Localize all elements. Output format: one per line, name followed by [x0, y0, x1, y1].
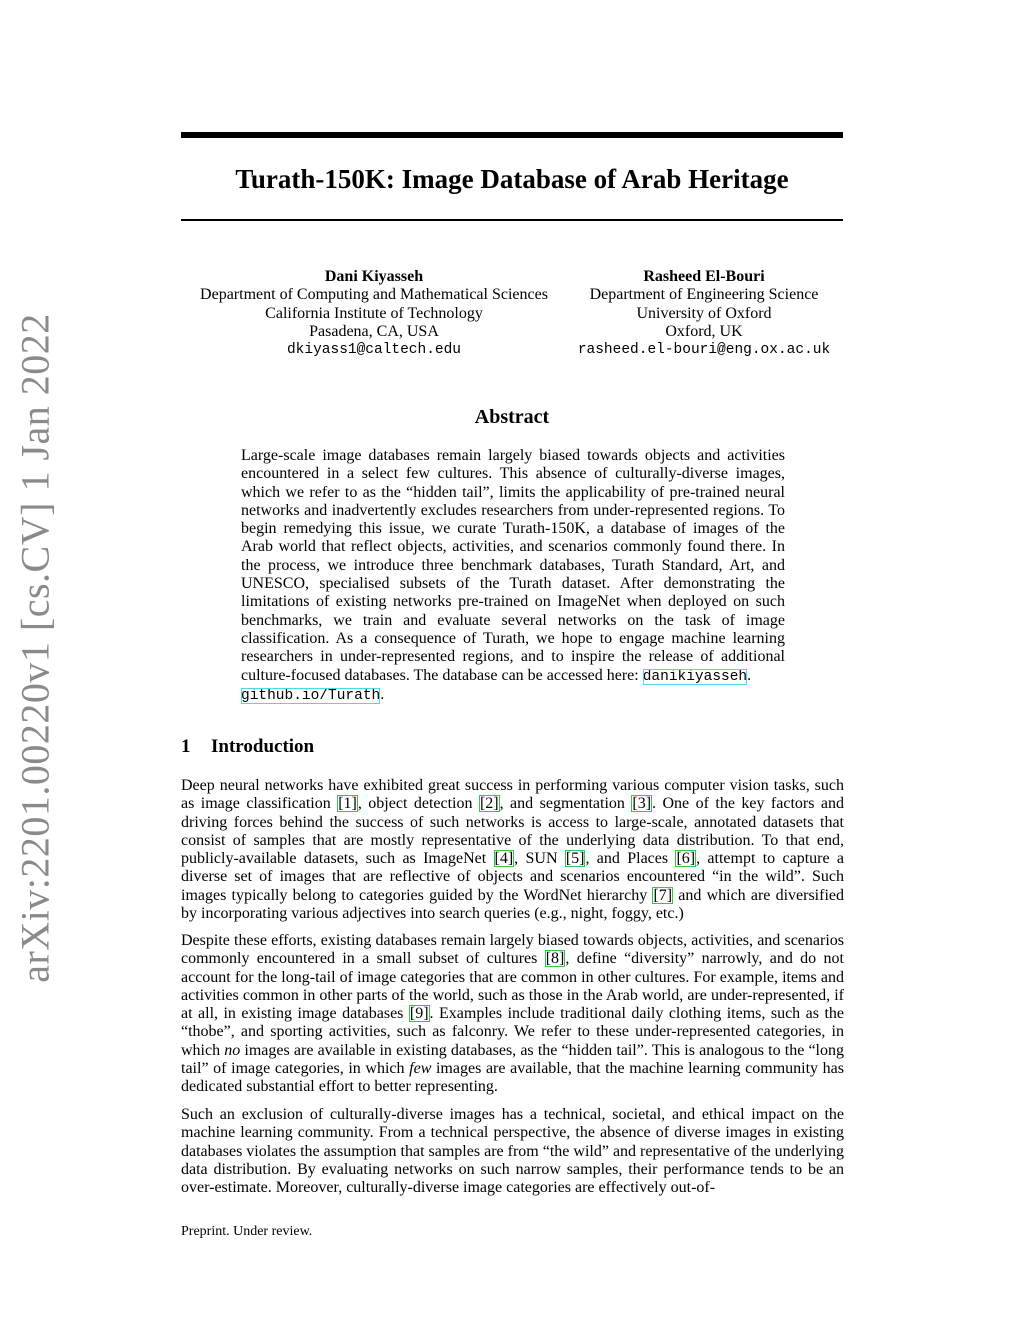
- text-run: , attempt to capture a diverse set of images that are reflective of objects and scenarios encountered “in the wild”. Such images typically belong to categories guided by the WordNet hierarchy: [181, 850, 844, 904]
- emphasis: few: [409, 1060, 432, 1078]
- text-run: , and Places: [585, 850, 676, 868]
- text-run: , SUN: [514, 850, 565, 868]
- text-run: . Examples include traditional daily clothing items, such as the “thobe”, and sporting activities, such as falconry. We refer to these under-represented categories, in which: [181, 1005, 845, 1059]
- abstract-body: Large-scale image databases remain largely biased towards objects and activities encountered in a select few cultures. This absence of culturally-diverse images, which we refer to as the “hidden tail”, limits the applicability of pre-trained neural networks and inadvertently excludes researchers from under-represented regions. To begin remedying this issue, we curate Turath-150K, a database of images of the Arab world that reflect objects, activities, and scenarios commonly found there. In the process, we introduce three benchmark databases, Turath Standard, Art, and UNESCO, specialised subsets of the Turath dataset. After demonstrating the limitations of existing networks pre-trained on ImageNet when deployed on such benchmarks, we train and evaluate several networks on the task of image classification. As a consequence of Turath, we hope to engage machine learning researchers in under-represented regions, and to inspire the release of additional culture-focused databases. The database can be accessed here: danikiyasseh. github.io/Turath.: [241, 447, 785, 704]
- author-name: Rasheed El-Bouri: [643, 268, 765, 285]
- text-run: , define “diversity” narrowly, and do not account for the long-tail of image categories that are common in other cultures. For example, items and activities common in other parts of the world, such as those in the Arab world, are under-represented, if at all, in existing image databases: [181, 950, 844, 1023]
- emphasis: no: [224, 1041, 241, 1059]
- arxiv-identifier-text: arXiv:2201.00220v1 [cs.CV] 1 Jan 2022: [12, 313, 58, 983]
- text-run: Despite these efforts, existing databases remain largely biased towards objects, activities, and scenarios commonly encountered in a small subset of cultures: [181, 932, 844, 968]
- author-department: Department of Computing and Mathematical Sciences: [200, 286, 548, 304]
- author-name: Dani Kiyasseh: [324, 268, 424, 285]
- text-run: , and segmentation: [499, 795, 632, 813]
- title-top-rule: [181, 132, 843, 138]
- intro-paragraph-2: [181, 932, 844, 1097]
- section-number: 1: [181, 736, 191, 757]
- citation-link[interactable]: [6]: [676, 850, 696, 868]
- citation-link[interactable]: [9]: [409, 1005, 429, 1023]
- database-link-part-1[interactable]: danikiyasseh: [642, 668, 748, 685]
- title-bottom-rule: [181, 219, 843, 221]
- abstract-end: .: [380, 685, 385, 703]
- author-email[interactable]: dkiyass1@caltech.edu: [286, 342, 462, 359]
- abstract-text: Large-scale image databases remain largely biased towards objects and activities encountered in a select few cultures. This absence of culturally-diverse images, which we refer to as the “hidden tail”, limits the applicability of pre-trained neural networks and inadvertently excludes researchers from under-represented regions. To begin remedying this issue, we curate Turath-150K, a database of images of the Arab world that reflect objects, activities, and scenarios commonly found there. In the process, we introduce three benchmark databases, Turath Standard, Art, and UNESCO, specialised subsets of the Turath dataset. After demonstrating the limitations of existing networks pre-trained on ImageNet when deployed on such benchmarks, we train and evaluate several networks on the task of image classification. As a consequence of Turath, we hope to engage machine learning researchers in under-represented regions, and to inspire the release of additional culture-focused databases. The database can be accessed here:: [241, 447, 785, 684]
- author-institution: California Institute of Technology: [265, 304, 483, 322]
- text-run: and which are diversified by incorporating various adjectives into search queries (e.g., night, foggy, etc.): [181, 886, 845, 923]
- database-link-part-2[interactable]: github.io/Turath: [241, 687, 381, 704]
- citation-link[interactable]: [3]: [632, 795, 652, 813]
- citation-link[interactable]: [5]: [565, 850, 585, 868]
- section-title: Introduction: [211, 736, 315, 757]
- text-run: images are available, that the machine learning community has dedicated substantial effort to better representing.: [181, 1060, 844, 1096]
- author-department: Department of Engineering Science: [589, 286, 819, 304]
- citation-link[interactable]: [2]: [479, 795, 499, 813]
- citation-link[interactable]: [8]: [545, 950, 565, 968]
- intro-paragraph-1: [181, 777, 844, 923]
- citation-link[interactable]: [1]: [338, 795, 357, 813]
- paper-title: Turath-150K: Image Database of Arab Heritage: [235, 164, 789, 194]
- citation-link[interactable]: [4]: [494, 850, 514, 868]
- author-block-1: [188, 268, 560, 359]
- citation-link[interactable]: [7]: [653, 886, 673, 904]
- author-location: Oxford, UK: [665, 322, 743, 340]
- text-run: , object detection: [357, 795, 479, 813]
- abstract-heading: Abstract: [474, 406, 550, 428]
- author-location: Pasadena, CA, USA: [309, 322, 439, 340]
- author-block-2: [570, 268, 838, 359]
- arxiv-identifier: [0, 313, 70, 983]
- text-run: . One of the key factors and driving forces behind the success of such networks is access to large-scale, annotated datasets that consist of samples that are mostly representative of the underlying data distribution. To that end, publicly-available datasets, such as ImageNet: [181, 795, 845, 868]
- text-run: Deep neural networks have exhibited great success in performing various computer vision tasks, such as image classification: [181, 777, 844, 813]
- intro-paragraph-3: Such an exclusion of culturally-diverse images has a technical, societal, and ethical impact on the machine learning community. From a technical perspective, the absence of diverse images in existing databases violates the assumption that samples are from “the wild” and representative of the underlying data distribution. By evaluating networks on such narrow samples, their performance tends to be an over-estimate. Moreover, culturally-diverse image categories are effectively out-of-: [181, 1106, 844, 1197]
- author-institution: University of Oxford: [636, 304, 772, 322]
- text-run: images are available in existing databases, as the “hidden tail”. This is analogous to the “long tail” of image categories, in which: [181, 1041, 845, 1078]
- author-email[interactable]: rasheed.el-bouri@eng.ox.ac.uk: [577, 342, 831, 359]
- footer-note: Preprint. Under review.: [181, 1224, 313, 1239]
- section-heading: [181, 736, 314, 758]
